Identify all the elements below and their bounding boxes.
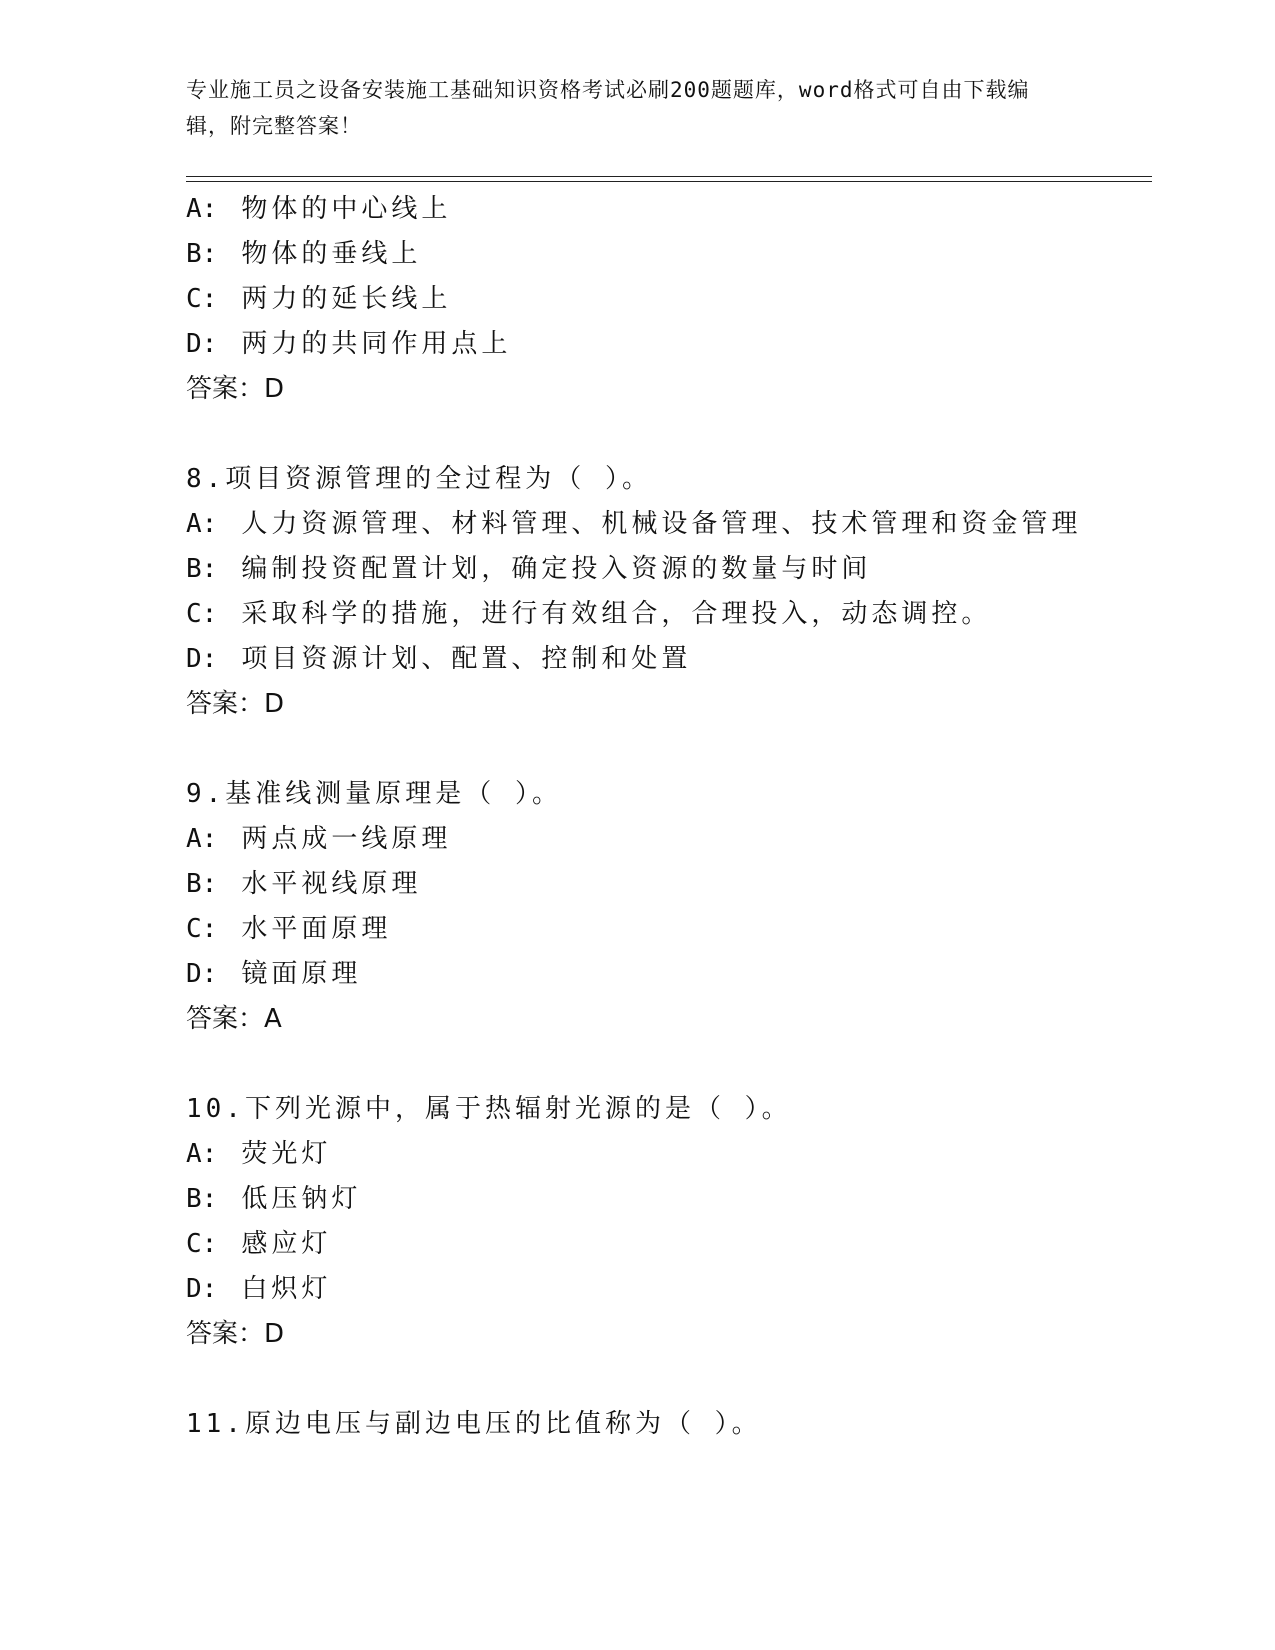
q10-answer: 答案：D [186, 1319, 285, 1349]
option-letter: C: [186, 284, 218, 314]
option-letter: D: [186, 644, 218, 674]
option-text: 水平面原理 [241, 914, 392, 944]
q9-option-b [186, 867, 421, 901]
q8-answer: 答案：D [186, 689, 285, 719]
option-text: 低压钠灯 [241, 1184, 362, 1214]
option-letter: A: [186, 824, 218, 854]
option-text: 项目资源计划、配置、控制和处置 [241, 644, 692, 674]
q7-option-d [186, 327, 511, 361]
option-letter: D: [186, 959, 218, 989]
option-text: 人力资源管理、材料管理、机械设备管理、技术管理和资金管理 [241, 509, 1082, 539]
q9-option-a [186, 822, 451, 856]
q9-option-c [186, 912, 391, 946]
q10-option-c [186, 1227, 331, 1261]
q8-option-b [186, 552, 871, 586]
q10-option-a [186, 1137, 331, 1171]
option-letter: D: [186, 1274, 218, 1304]
q7-answer: 答案：D [186, 374, 285, 404]
option-letter: A: [186, 509, 218, 539]
q9-question: 9.基准线测量原理是（ ）。 [186, 779, 562, 809]
option-text: 两力的延长线上 [241, 284, 452, 314]
q10-option-d [186, 1272, 331, 1306]
q8-question: 8.项目资源管理的全过程为（ ）。 [186, 464, 652, 494]
option-letter: C: [186, 599, 218, 629]
option-text: 物体的中心线上 [241, 194, 452, 224]
option-letter: B: [186, 1184, 218, 1214]
q8-option-a [186, 507, 1081, 541]
option-text: 两点成一线原理 [241, 824, 452, 854]
option-text: 水平视线原理 [241, 869, 422, 899]
option-text: 镜面原理 [241, 959, 362, 989]
option-text: 采取科学的措施，进行有效组合，合理投入，动态调控。 [241, 599, 992, 629]
q8-option-c [186, 597, 991, 631]
q7-option-c [186, 282, 451, 316]
option-text: 两力的共同作用点上 [241, 329, 512, 359]
q10-question: 10.下列光源中，属于热辐射光源的是（ ）。 [186, 1094, 792, 1124]
option-text: 白炽灯 [241, 1274, 332, 1304]
q9-answer: 答案：A [186, 1004, 282, 1034]
option-text: 荧光灯 [241, 1139, 332, 1169]
option-text: 物体的垂线上 [241, 239, 422, 269]
q10-option-b [186, 1182, 361, 1216]
option-letter: D: [186, 329, 218, 359]
header-divider-bottom [186, 181, 1152, 182]
option-text: 编制投资配置计划，确定投入资源的数量与时间 [241, 554, 872, 584]
q8-option-d [186, 642, 691, 676]
option-text: 感应灯 [241, 1229, 332, 1259]
document-title: 专业施工员之设备安装施工基础知识资格考试必刷200题题库，word格式可自由下载编辑，附完整答案！ [186, 78, 1030, 138]
option-letter: C: [186, 1229, 218, 1259]
option-letter: B: [186, 869, 218, 899]
option-letter: B: [186, 239, 218, 269]
q9-option-d [186, 957, 361, 991]
option-letter: C: [186, 914, 218, 944]
q11-question: 11.原边电压与副边电压的比值称为（ ）。 [186, 1409, 762, 1439]
option-letter: A: [186, 1139, 218, 1169]
header-divider-top [186, 176, 1152, 177]
q7-option-b [186, 237, 421, 271]
option-letter: A: [186, 194, 218, 224]
q7-option-a [186, 192, 451, 226]
option-letter: B: [186, 554, 218, 584]
